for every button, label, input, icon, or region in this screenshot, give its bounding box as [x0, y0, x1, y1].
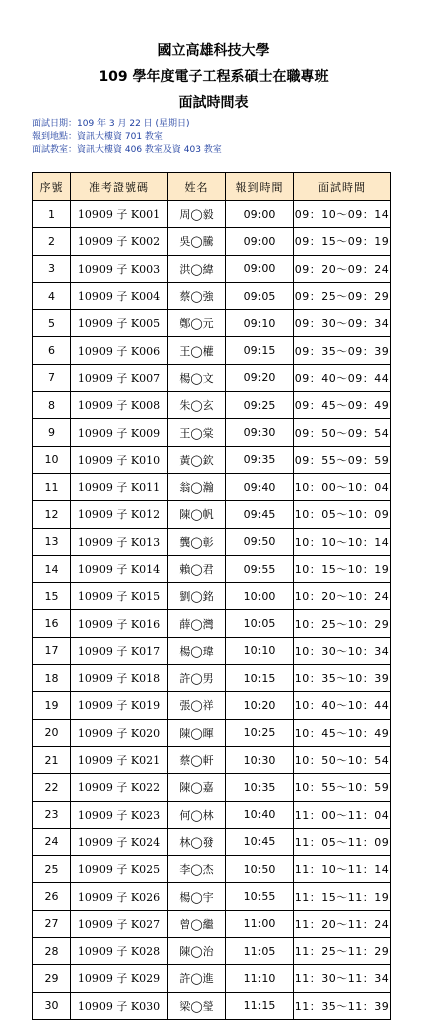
cell-seq: 28 [33, 938, 71, 965]
table-row [33, 910, 391, 937]
table-row [33, 419, 391, 446]
cell-exam-number: 10909 子 K011 [71, 473, 168, 500]
table-row [33, 801, 391, 828]
cell-report-time: 09:40 [226, 473, 294, 500]
cell-seq: 19 [33, 692, 71, 719]
cell-interview-time: 11：15～11：19 [294, 883, 391, 910]
cell-exam-number: 10909 子 K013 [71, 528, 168, 555]
cell-interview-time: 09：50～09：54 [294, 419, 391, 446]
cell-exam-number: 10909 子 K024 [71, 828, 168, 855]
cell-report-time: 10:25 [226, 719, 294, 746]
col-header-name: 姓名 [168, 173, 226, 201]
cell-exam-number: 10909 子 K028 [71, 938, 168, 965]
cell-exam-number: 10909 子 K030 [71, 992, 168, 1019]
cell-report-time: 09:00 [226, 201, 294, 228]
cell-interview-time: 09：15～09：19 [294, 228, 391, 255]
cell-name: 曾◯繼 [168, 910, 226, 937]
cell-report-time: 10:30 [226, 746, 294, 773]
cell-name: 洪◯緯 [168, 255, 226, 282]
cell-report-time: 09:15 [226, 337, 294, 364]
cell-interview-time: 10：45～10：49 [294, 719, 391, 746]
cell-report-time: 09:00 [226, 228, 294, 255]
cell-name: 蔡◯軒 [168, 746, 226, 773]
cell-exam-number: 10909 子 K027 [71, 910, 168, 937]
cell-interview-time: 11：25～11：29 [294, 938, 391, 965]
cell-seq: 25 [33, 856, 71, 883]
table-row [33, 255, 391, 282]
cell-name: 李◯杰 [168, 856, 226, 883]
col-header-seq: 序號 [33, 173, 71, 201]
cell-interview-time: 09：20～09：24 [294, 255, 391, 282]
cell-exam-number: 10909 子 K020 [71, 719, 168, 746]
cell-exam-number: 10909 子 K010 [71, 446, 168, 473]
cell-report-time: 10:15 [226, 665, 294, 692]
cell-name: 何◯林 [168, 801, 226, 828]
cell-report-time: 09:35 [226, 446, 294, 473]
cell-name: 許◯男 [168, 665, 226, 692]
cell-name: 劉◯銘 [168, 583, 226, 610]
cell-seq: 14 [33, 555, 71, 582]
cell-seq: 4 [33, 282, 71, 309]
cell-exam-number: 10909 子 K003 [71, 255, 168, 282]
cell-interview-time: 10：25～10：29 [294, 610, 391, 637]
cell-name: 梁◯瑩 [168, 992, 226, 1019]
cell-seq: 24 [33, 828, 71, 855]
cell-interview-time: 09：25～09：29 [294, 282, 391, 309]
cell-seq: 23 [33, 801, 71, 828]
cell-name: 楊◯瑋 [168, 637, 226, 664]
cell-interview-time: 10：05～10：09 [294, 501, 391, 528]
cell-seq: 11 [33, 473, 71, 500]
cell-name: 陳◯治 [168, 938, 226, 965]
cell-seq: 21 [33, 746, 71, 773]
cell-report-time: 09:50 [226, 528, 294, 555]
cell-report-time: 09:55 [226, 555, 294, 582]
cell-interview-time: 09：30～09：34 [294, 310, 391, 337]
cell-name: 賴◯君 [168, 555, 226, 582]
table-row [33, 719, 391, 746]
cell-name: 王◯棠 [168, 419, 226, 446]
cell-exam-number: 10909 子 K019 [71, 692, 168, 719]
cell-exam-number: 10909 子 K016 [71, 610, 168, 637]
cell-name: 薛◯灣 [168, 610, 226, 637]
cell-name: 翁◯瀚 [168, 473, 226, 500]
cell-exam-number: 10909 子 K018 [71, 665, 168, 692]
table-row [33, 883, 391, 910]
title-block [0, 38, 427, 116]
table-row [33, 992, 391, 1019]
cell-exam-number: 10909 子 K026 [71, 883, 168, 910]
cell-report-time: 11:10 [226, 965, 294, 992]
cell-report-time: 09:25 [226, 392, 294, 419]
cell-report-time: 11:15 [226, 992, 294, 1019]
interview-date: 面試日期：109 年 3 月 22 日 (星期日) [32, 119, 190, 129]
cell-exam-number: 10909 子 K005 [71, 310, 168, 337]
cell-seq: 20 [33, 719, 71, 746]
table-row [33, 228, 391, 255]
cell-seq: 2 [33, 228, 71, 255]
table-row [33, 856, 391, 883]
cell-seq: 26 [33, 883, 71, 910]
cell-interview-time: 10：35～10：39 [294, 665, 391, 692]
table-row [33, 337, 391, 364]
cell-exam-number: 10909 子 K009 [71, 419, 168, 446]
cell-name: 許◯進 [168, 965, 226, 992]
table-row [33, 828, 391, 855]
table-row [33, 583, 391, 610]
cell-name: 吳◯騰 [168, 228, 226, 255]
col-header-interview-time: 面試時間 [294, 173, 391, 201]
table-row [33, 501, 391, 528]
table-row [33, 310, 391, 337]
cell-interview-time: 11：20～11：24 [294, 910, 391, 937]
cell-seq: 16 [33, 610, 71, 637]
cell-seq: 22 [33, 774, 71, 801]
cell-report-time: 10:55 [226, 883, 294, 910]
cell-name: 陳◯暉 [168, 719, 226, 746]
info-block [32, 118, 222, 157]
cell-report-time: 10:20 [226, 692, 294, 719]
cell-seq: 9 [33, 419, 71, 446]
cell-name: 楊◯文 [168, 364, 226, 391]
cell-interview-time: 09：10～09：14 [294, 201, 391, 228]
cell-exam-number: 10909 子 K022 [71, 774, 168, 801]
cell-report-time: 10:10 [226, 637, 294, 664]
cell-report-time: 10:50 [226, 856, 294, 883]
table-header-row [33, 173, 391, 201]
table-row [33, 555, 391, 582]
table-row [33, 692, 391, 719]
cell-interview-time: 10：55～10：59 [294, 774, 391, 801]
cell-exam-number: 10909 子 K007 [71, 364, 168, 391]
cell-interview-time: 09：55～09：59 [294, 446, 391, 473]
cell-report-time: 10:45 [226, 828, 294, 855]
cell-name: 林◯發 [168, 828, 226, 855]
cell-name: 王◯權 [168, 337, 226, 364]
cell-exam-number: 10909 子 K021 [71, 746, 168, 773]
cell-seq: 1 [33, 201, 71, 228]
cell-report-time: 11:05 [226, 938, 294, 965]
cell-seq: 12 [33, 501, 71, 528]
table-row [33, 746, 391, 773]
cell-seq: 3 [33, 255, 71, 282]
cell-interview-time: 10：40～10：44 [294, 692, 391, 719]
table-row [33, 637, 391, 664]
table-body [33, 201, 391, 1020]
cell-name: 朱◯玄 [168, 392, 226, 419]
cell-seq: 27 [33, 910, 71, 937]
report-place: 報到地點：資訊大樓資 701 教室 [32, 132, 163, 142]
cell-interview-time: 10：10～10：14 [294, 528, 391, 555]
cell-exam-number: 10909 子 K025 [71, 856, 168, 883]
cell-seq: 5 [33, 310, 71, 337]
col-header-report-time: 報到時間 [226, 173, 294, 201]
cell-exam-number: 10909 子 K001 [71, 201, 168, 228]
table-row [33, 446, 391, 473]
table-row [33, 774, 391, 801]
cell-interview-time: 09：40～09：44 [294, 364, 391, 391]
cell-seq: 7 [33, 364, 71, 391]
cell-report-time: 10:00 [226, 583, 294, 610]
cell-interview-time: 11：05～11：09 [294, 828, 391, 855]
cell-exam-number: 10909 子 K012 [71, 501, 168, 528]
cell-name: 龔◯彰 [168, 528, 226, 555]
university-title: 國立高雄科技大學 [157, 43, 270, 59]
cell-interview-time: 10：15～10：19 [294, 555, 391, 582]
table-row [33, 201, 391, 228]
table-row [33, 965, 391, 992]
cell-exam-number: 10909 子 K002 [71, 228, 168, 255]
cell-exam-number: 10909 子 K015 [71, 583, 168, 610]
cell-report-time: 11:00 [226, 910, 294, 937]
schedule-title: 面試時間表 [178, 95, 249, 111]
table-row [33, 938, 391, 965]
cell-report-time: 09:30 [226, 419, 294, 446]
cell-report-time: 09:05 [226, 282, 294, 309]
cell-interview-time: 10：00～10：04 [294, 473, 391, 500]
table-row [33, 528, 391, 555]
cell-interview-time: 10：20～10：24 [294, 583, 391, 610]
cell-name: 鄭◯元 [168, 310, 226, 337]
cell-report-time: 10:05 [226, 610, 294, 637]
table-row [33, 610, 391, 637]
cell-interview-time: 09：35～09：39 [294, 337, 391, 364]
cell-interview-time: 11：30～11：34 [294, 965, 391, 992]
table-row [33, 665, 391, 692]
schedule-table [32, 172, 391, 1020]
cell-interview-time: 11：10～11：14 [294, 856, 391, 883]
cell-interview-time: 09：45～09：49 [294, 392, 391, 419]
cell-exam-number: 10909 子 K004 [71, 282, 168, 309]
cell-interview-time: 10：30～10：34 [294, 637, 391, 664]
table-row [33, 282, 391, 309]
cell-seq: 15 [33, 583, 71, 610]
cell-report-time: 10:40 [226, 801, 294, 828]
cell-report-time: 09:45 [226, 501, 294, 528]
cell-name: 陳◯帆 [168, 501, 226, 528]
cell-name: 張◯祥 [168, 692, 226, 719]
cell-name: 周◯毅 [168, 201, 226, 228]
cell-name: 楊◯宇 [168, 883, 226, 910]
table-row [33, 392, 391, 419]
cell-report-time: 09:00 [226, 255, 294, 282]
cell-exam-number: 10909 子 K006 [71, 337, 168, 364]
cell-seq: 10 [33, 446, 71, 473]
cell-name: 蔡◯強 [168, 282, 226, 309]
cell-exam-number: 10909 子 K029 [71, 965, 168, 992]
cell-seq: 13 [33, 528, 71, 555]
cell-seq: 18 [33, 665, 71, 692]
cell-report-time: 09:10 [226, 310, 294, 337]
cell-exam-number: 10909 子 K008 [71, 392, 168, 419]
cell-name: 陳◯嘉 [168, 774, 226, 801]
cell-interview-time: 11：35～11：39 [294, 992, 391, 1019]
cell-exam-number: 10909 子 K017 [71, 637, 168, 664]
program-title: 109 學年度電子工程系碩士在職專班 [98, 69, 329, 85]
cell-seq: 30 [33, 992, 71, 1019]
cell-exam-number: 10909 子 K014 [71, 555, 168, 582]
cell-interview-time: 11：00～11：04 [294, 801, 391, 828]
cell-name: 黃◯欽 [168, 446, 226, 473]
cell-report-time: 10:35 [226, 774, 294, 801]
cell-seq: 17 [33, 637, 71, 664]
table-row [33, 473, 391, 500]
cell-seq: 6 [33, 337, 71, 364]
col-header-exam-number: 准考證號碼 [71, 173, 168, 201]
cell-exam-number: 10909 子 K023 [71, 801, 168, 828]
cell-interview-time: 10：50～10：54 [294, 746, 391, 773]
cell-report-time: 09:20 [226, 364, 294, 391]
cell-seq: 29 [33, 965, 71, 992]
table-row [33, 364, 391, 391]
exam-room: 面試教室：資訊大樓資 406 教室及資 403 教室 [32, 145, 222, 155]
cell-seq: 8 [33, 392, 71, 419]
